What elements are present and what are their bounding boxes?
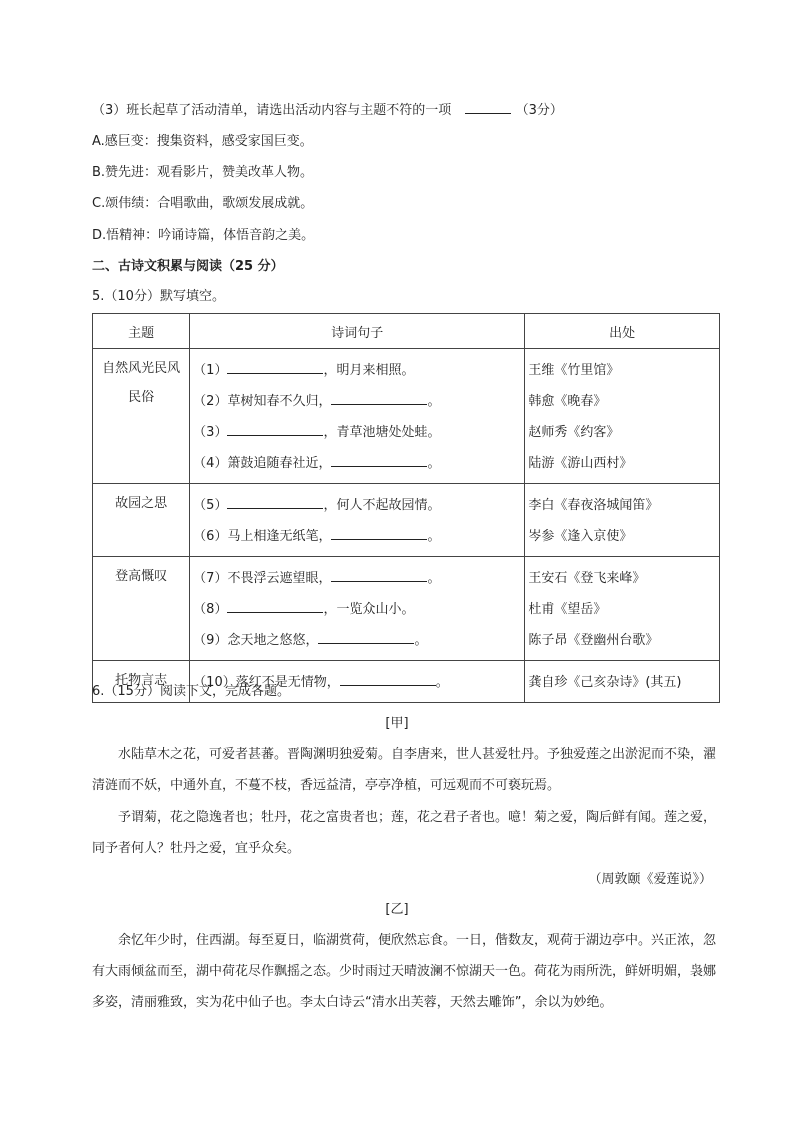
poem-line-2: （2）草树知春不久归， 。 — [193, 394, 441, 409]
poem-line-3: （3） ，青草池塘处处蛙。 — [193, 425, 441, 440]
topic-homesick: 故园之思 — [115, 496, 168, 511]
poem-line-5: （5） ，何人不起故园情。 — [193, 498, 441, 513]
header-lines: 诗词句子 — [190, 314, 525, 349]
q3-stem: （3）班长起草了活动清单，请选出活动内容与主题不符的一项 — [92, 103, 452, 118]
source-6: 岑参《逢入京使》 — [528, 529, 633, 544]
passage-jia-label: [甲] — [385, 716, 409, 731]
blank-10[interactable] — [340, 673, 436, 686]
blank-9[interactable] — [318, 631, 414, 644]
source-10: 龚自珍《己亥杂诗》(其五) — [528, 675, 682, 690]
poem-line-10: （10）落红不是无情物， 。 — [193, 675, 449, 690]
q3-option-a: A.感巨变：搜集资料，感受家国巨变。 — [92, 134, 313, 149]
section-title: 二、古诗文积累与阅读（25 分） — [92, 259, 284, 274]
blank-7[interactable] — [331, 569, 427, 582]
q5-stem: 5.（10分）默写填空。 — [92, 289, 225, 304]
poem-line-8: （8） ，一览众山小。 — [193, 602, 415, 617]
table-row — [93, 557, 720, 661]
topic-nature: 自然风光民风民俗 — [102, 361, 181, 405]
source-1: 王维《竹里馆》 — [528, 363, 620, 378]
passage-yi-label: [乙] — [385, 902, 409, 917]
header-source: 出处 — [525, 314, 720, 349]
poem-line-6: （6）马上相逢无纸笔， 。 — [193, 529, 441, 544]
source-5: 李白《春夜洛城闻笛》 — [528, 498, 659, 513]
poem-line-9: （9）念天地之悠悠， 。 — [193, 633, 428, 648]
blank-5[interactable] — [227, 496, 323, 509]
poem-line-1: （1） ，明月来相照。 — [193, 363, 415, 378]
passage-jia-p2: 予谓菊，花之隐逸者也；牡丹，花之富贵者也；莲，花之君子者也。噫！菊之爱，陶后鲜有闻。莲之爱，同予者何人？牡丹之爱，宜乎众矣。 — [92, 810, 717, 856]
blank-1[interactable] — [227, 361, 323, 374]
source-4: 陆游《游山西村》 — [528, 456, 633, 471]
poem-table — [92, 313, 720, 703]
poem-line-4: （4）箫鼓追随春社近， 。 — [193, 456, 441, 471]
topic-symbol: 托物言志 — [115, 673, 168, 688]
poem-line-7: （7）不畏浮云遮望眼， 。 — [193, 571, 441, 586]
source-3: 赵师秀《约客》 — [528, 425, 620, 440]
passage-jia-source: （周敦颐《爱莲说》） — [588, 872, 712, 887]
blank-3[interactable] — [227, 423, 323, 436]
q3-score: （3分） — [515, 103, 563, 118]
passage-jia-p1: 水陆草木之花，可爱者甚蕃。晋陶渊明独爱菊。自李唐来，世人甚爱牡丹。予独爱莲之出淤泥而不染，濯清涟而不妖，中通外直，不蔓不枝，香远益清，亭亭净植，可远观而不可亵玩焉。 — [92, 747, 717, 793]
q6-stem: 6.（15分）阅读下文，完成各题。 — [92, 684, 290, 699]
header-topic: 主题 — [93, 314, 190, 349]
source-7: 王安石《登飞来峰》 — [528, 571, 646, 586]
table-row — [93, 484, 720, 557]
q3-option-c: C.颂伟绩：合唱歌曲，歌颂发展成就。 — [92, 196, 314, 211]
poem-table-header — [93, 314, 720, 349]
blank-4[interactable] — [331, 454, 427, 467]
q3-option-d: D.悟精神：吟诵诗篇，体悟音韵之美。 — [92, 228, 315, 243]
passage-yi-p1: 余忆年少时，住西湖。每至夏日，临湖赏荷，便欣然忘食。一日，偕数友，观荷于湖边亭中。兴正浓，忽有大雨倾盆而至，湖中荷花尽作飘摇之态。少时雨过天晴波澜不惊湖天一色。荷花为雨所洗，鲜妍明媚，袅娜多姿，清丽雅致，实为花中仙子也。李太白诗云“清水出芙蓉，天然去雕饰”，余以为妙绝。 — [92, 933, 717, 1010]
table-row — [93, 349, 720, 484]
blank-6[interactable] — [331, 527, 427, 540]
q3-option-b: B.赞先进：观看影片，赞美改革人物。 — [92, 165, 314, 180]
q3-stem-line — [92, 101, 563, 120]
source-8: 杜甫《望岳》 — [528, 602, 607, 617]
source-9: 陈子昂《登幽州台歌》 — [528, 633, 659, 648]
q3-answer-blank[interactable] — [465, 101, 511, 114]
blank-8[interactable] — [227, 600, 323, 613]
blank-2[interactable] — [331, 392, 427, 405]
topic-climb: 登高慨叹 — [115, 569, 168, 584]
source-2: 韩愈《晚春》 — [528, 394, 607, 409]
